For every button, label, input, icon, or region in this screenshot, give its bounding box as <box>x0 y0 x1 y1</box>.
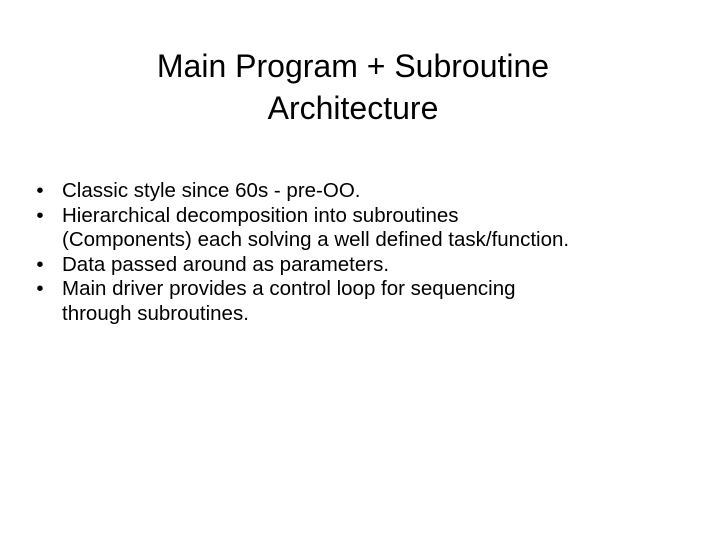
bullet-item <box>30 253 690 278</box>
slide-title-line: Architecture <box>267 90 439 127</box>
bullet-text: Data passed around as parameters. <box>62 252 390 276</box>
bullet-item <box>30 179 690 204</box>
slide-title-line: Main Program + Subroutine <box>156 48 550 85</box>
bullet-dot-icon: • <box>36 179 44 202</box>
slide-title <box>36 45 670 129</box>
bullet-text-continuation: through subroutines. <box>62 301 249 325</box>
bullet-item <box>30 277 690 326</box>
bullet-text: Main driver provides a control loop for sequencing <box>62 277 516 300</box>
bullet-dot-icon: • <box>36 203 44 227</box>
bullet-dot-icon: • <box>36 252 44 276</box>
bullet-item <box>30 204 690 253</box>
bullet-text: Classic style since 60s - pre-OO. <box>62 179 361 202</box>
bullet-text: Hierarchical decomposition into subroutines <box>62 203 459 227</box>
bullet-list <box>30 179 690 326</box>
bullet-text-continuation: (Components) each solving a well defined task/function. <box>62 228 570 251</box>
bullet-dot-icon: • <box>36 277 44 300</box>
